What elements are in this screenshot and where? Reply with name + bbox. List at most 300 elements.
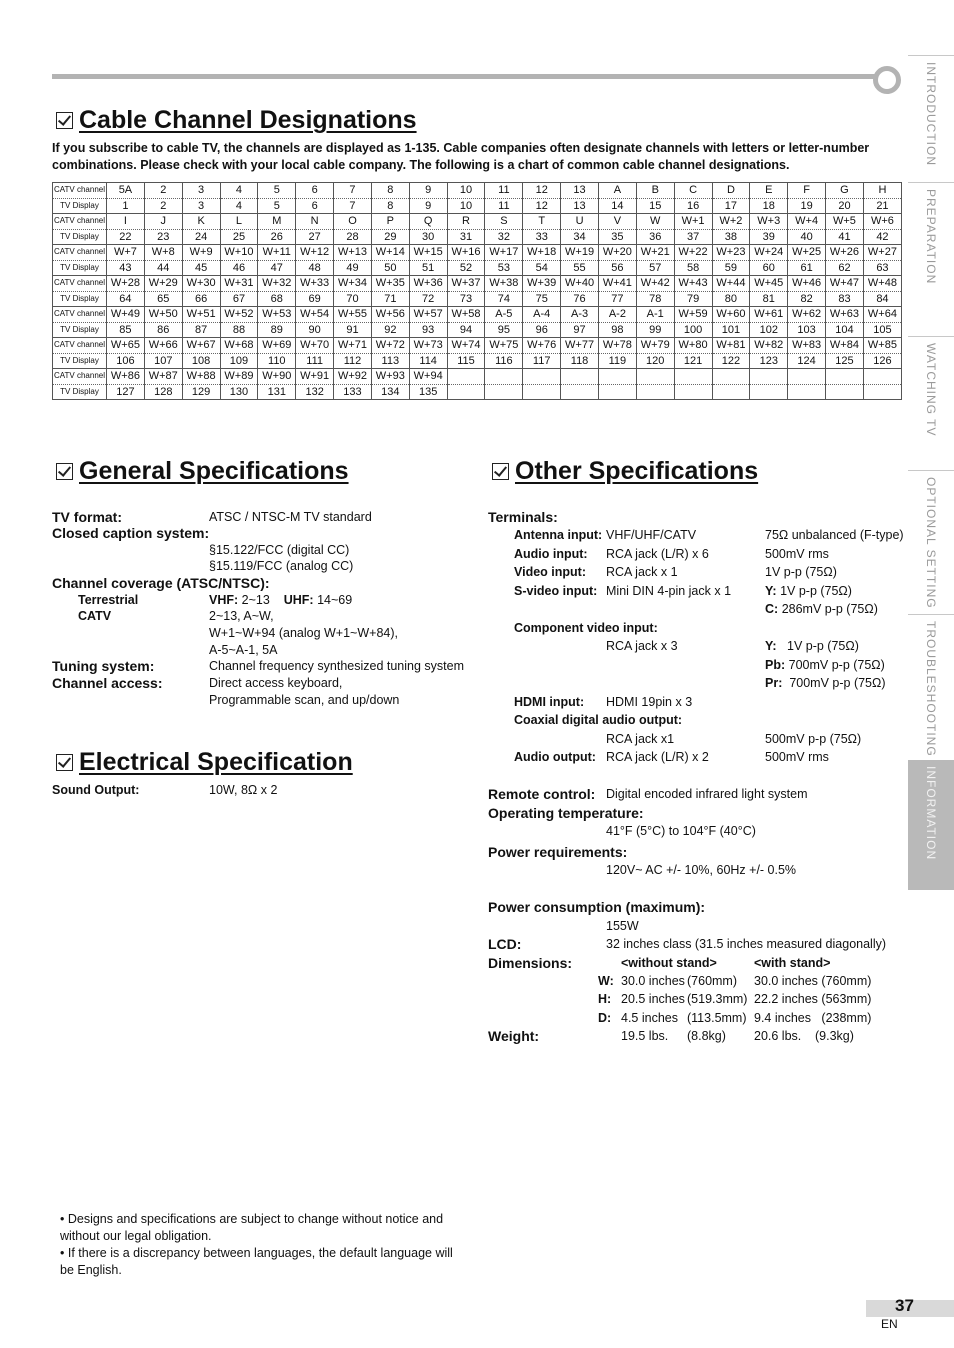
table-cell: 6 (296, 198, 334, 214)
table-cell: 12 (523, 198, 561, 214)
table-cell: W+23 (712, 245, 750, 261)
table-cell: 104 (826, 322, 864, 338)
table-cell: 17 (712, 198, 750, 214)
channel-coverage-label: Channel coverage (ATSC/NTSC): (52, 575, 270, 591)
general-title: General Specifications (79, 457, 349, 485)
table-cell: W+57 (409, 307, 447, 323)
tv-display-row (53, 291, 902, 307)
checkbox-icon (56, 754, 73, 771)
table-cell: W+72 (371, 338, 409, 354)
electrical-title: Electrical Specification (79, 748, 353, 776)
table-cell: W+12 (296, 245, 334, 261)
antenna-input-spec: 75Ω unbalanced (F-type) (765, 528, 904, 542)
table-cell: W+20 (598, 245, 636, 261)
table-cell: W+90 (258, 369, 296, 385)
catv-channel-row (53, 276, 902, 292)
table-cell: 12 (523, 183, 561, 199)
tab-watching-tv[interactable] (908, 336, 954, 467)
catv-channel-label: CATV channel (53, 369, 107, 385)
table-cell: W+38 (485, 276, 523, 292)
channel-table (52, 182, 902, 400)
table-cell: 4 (220, 183, 258, 199)
table-cell: 49 (334, 260, 372, 276)
component-y-label: Y: (765, 639, 777, 653)
table-cell: W+86 (107, 369, 145, 385)
catv-channel-row (53, 214, 902, 230)
weight-with-stand-kg: (9.3kg) (815, 1029, 854, 1043)
table-cell: W+66 (144, 338, 182, 354)
table-cell: 93 (409, 322, 447, 338)
table-cell: 7 (334, 183, 372, 199)
table-cell: W+43 (674, 276, 712, 292)
table-cell: W+7 (107, 245, 145, 261)
table-cell: W+82 (750, 338, 788, 354)
table-cell: N (296, 214, 334, 230)
tv-display-label: TV Display (53, 322, 107, 338)
table-cell: 60 (750, 260, 788, 276)
channel-access-value-2: Programmable scan, and up/down (209, 693, 400, 707)
table-cell: W+84 (826, 338, 864, 354)
catv-value-2: W+1~W+94 (analog W+1~W+84), (209, 626, 398, 640)
table-cell: W+47 (826, 276, 864, 292)
table-cell: W+40 (561, 276, 599, 292)
table-cell: 24 (182, 229, 220, 245)
table-cell: 41 (826, 229, 864, 245)
sound-output-value: 10W, 8Ω x 2 (209, 783, 278, 797)
table-cell: 72 (409, 291, 447, 307)
table-cell: 22 (107, 229, 145, 245)
table-cell: W+29 (144, 276, 182, 292)
table-cell (485, 369, 523, 385)
table-cell (863, 384, 901, 400)
hdmi-input-label: HDMI input: (514, 695, 585, 709)
height-label: H: (598, 992, 612, 1006)
tab-label: INTRODUCTION (924, 62, 938, 166)
table-cell: 91 (334, 322, 372, 338)
coaxial-output-label: Coaxial digital audio output: (514, 713, 683, 727)
component-pb-label: Pb: (765, 658, 786, 672)
table-cell: 85 (107, 322, 145, 338)
tab-optional-setting[interactable] (908, 470, 954, 611)
table-cell: 65 (144, 291, 182, 307)
table-cell: 111 (296, 353, 334, 369)
table-cell: 127 (107, 384, 145, 400)
footnote-language: • If there is a discrepancy between languages, the default language will be English. (60, 1246, 453, 1277)
table-cell: 86 (144, 322, 182, 338)
coaxial-output-spec: 500mV p-p (75Ω) (765, 732, 862, 746)
table-cell: W+41 (598, 276, 636, 292)
tab-troubleshooting[interactable] (908, 614, 954, 755)
table-cell: W+48 (863, 276, 901, 292)
vhf-label: VHF: (209, 593, 239, 607)
table-cell: O (334, 214, 372, 230)
power-requirements-value: 120V~ AC +/- 10%, 60Hz +/- 0.5% (606, 863, 797, 877)
table-cell: 131 (258, 384, 296, 400)
table-cell (561, 369, 599, 385)
table-cell: 126 (863, 353, 901, 369)
table-cell: 64 (107, 291, 145, 307)
other-heading (492, 457, 758, 486)
table-cell: W+5 (826, 214, 864, 230)
table-cell (863, 369, 901, 385)
table-cell: 122 (712, 353, 750, 369)
table-cell: 52 (447, 260, 485, 276)
table-cell: 123 (750, 353, 788, 369)
table-cell: W+9 (182, 245, 220, 261)
catv-value-3: A-5~A-1, 5A (209, 643, 278, 657)
table-cell: W+80 (674, 338, 712, 354)
channel-access-label: Channel access: (52, 675, 163, 691)
table-cell: 62 (826, 260, 864, 276)
table-cell: W+81 (712, 338, 750, 354)
page-number: 37 (895, 1296, 914, 1315)
table-cell: 67 (220, 291, 258, 307)
table-cell: W+49 (107, 307, 145, 323)
table-cell: 87 (182, 322, 220, 338)
table-cell (750, 384, 788, 400)
table-cell: W+51 (182, 307, 220, 323)
table-cell: 39 (750, 229, 788, 245)
table-cell: 116 (485, 353, 523, 369)
table-cell: 11 (485, 198, 523, 214)
table-cell: 89 (258, 322, 296, 338)
component-pb-spec (765, 658, 885, 672)
table-cell: 109 (220, 353, 258, 369)
table-cell: W+42 (636, 276, 674, 292)
table-cell: 29 (371, 229, 409, 245)
table-cell: 88 (220, 322, 258, 338)
svideo-c-spec (765, 602, 878, 616)
table-cell (485, 384, 523, 400)
component-pr-value: 700mV p-p (75Ω) (789, 676, 886, 690)
table-cell: V (598, 214, 636, 230)
table-cell: 40 (788, 229, 826, 245)
table-cell: 55 (561, 260, 599, 276)
table-cell: W+16 (447, 245, 485, 261)
table-cell (788, 384, 826, 400)
table-cell: W+93 (371, 369, 409, 385)
table-cell: W+17 (485, 245, 523, 261)
table-cell: Q (409, 214, 447, 230)
audio-output-label: Audio output: (514, 750, 596, 764)
lcd-value: 32 inches class (31.5 inches measured diagonally) (606, 937, 887, 951)
table-cell: 25 (220, 229, 258, 245)
table-cell: 44 (144, 260, 182, 276)
table-cell: 134 (371, 384, 409, 400)
table-cell: 8 (371, 198, 409, 214)
table-cell: 110 (258, 353, 296, 369)
table-cell: W+74 (447, 338, 485, 354)
table-cell: 75 (523, 291, 561, 307)
table-cell: 113 (371, 353, 409, 369)
table-cell: W+77 (561, 338, 599, 354)
table-cell: 16 (674, 198, 712, 214)
table-cell (788, 369, 826, 385)
table-cell: W+1 (674, 214, 712, 230)
table-cell: A-4 (523, 307, 561, 323)
tab-introduction[interactable] (908, 55, 954, 182)
table-cell: 95 (485, 322, 523, 338)
table-cell (674, 369, 712, 385)
table-cell: W+60 (712, 307, 750, 323)
tv-display-label: TV Display (53, 260, 107, 276)
table-cell (447, 384, 485, 400)
table-cell: A (598, 183, 636, 199)
svideo-input-value: Mini DIN 4-pin jack x 1 (606, 584, 732, 598)
table-cell: 53 (485, 260, 523, 276)
cable-intro: If you subscribe to cable TV, the channels are displayed as 1-135. Cable companies often designate channels with letters or letter-number combinations. Please check with your local cable company. The following is a chart of common cable channel designations. (52, 141, 870, 172)
without-stand-header: <without stand> (621, 956, 717, 970)
table-cell: 103 (788, 322, 826, 338)
table-cell: W+11 (258, 245, 296, 261)
general-heading (56, 457, 349, 486)
table-cell: W+14 (371, 245, 409, 261)
table-cell: 1 (107, 198, 145, 214)
table-cell: 70 (334, 291, 372, 307)
catv-channel-label: CATV channel (53, 214, 107, 230)
antenna-input-label: Antenna input: (514, 528, 603, 542)
tv-display-label: TV Display (53, 384, 107, 400)
table-cell: T (523, 214, 561, 230)
table-cell: 112 (334, 353, 372, 369)
table-cell: E (750, 183, 788, 199)
table-cell: 18 (750, 198, 788, 214)
table-cell: 69 (296, 291, 334, 307)
closed-caption-label: Closed caption system: (52, 525, 210, 541)
table-cell: 77 (598, 291, 636, 307)
table-cell: 105 (863, 322, 901, 338)
depth-mm: (113.5mm) (687, 1011, 747, 1025)
table-cell: 63 (863, 260, 901, 276)
power-requirements-label: Power requirements: (488, 844, 628, 860)
table-cell: W+39 (523, 276, 561, 292)
terrestrial-label: Terrestrial (78, 593, 139, 607)
table-cell: W+87 (144, 369, 182, 385)
table-cell: 51 (409, 260, 447, 276)
table-cell: W+76 (523, 338, 561, 354)
hdmi-input-value: HDMI 19pin x 3 (606, 695, 693, 709)
table-cell: 43 (107, 260, 145, 276)
table-cell: W+15 (409, 245, 447, 261)
tuning-system-label: Tuning system: (52, 658, 155, 674)
table-cell: W+64 (863, 307, 901, 323)
table-cell: L (220, 214, 258, 230)
table-cell: W+67 (182, 338, 220, 354)
table-cell: 37 (674, 229, 712, 245)
coaxial-output-value: RCA jack x1 (606, 732, 675, 746)
electrical-heading (56, 748, 353, 777)
table-cell: W+58 (447, 307, 485, 323)
table-cell: P (371, 214, 409, 230)
width-mm: (760mm) (687, 974, 738, 988)
table-cell: W+18 (523, 245, 561, 261)
table-cell: U (561, 214, 599, 230)
table-cell: I (107, 214, 145, 230)
svideo-y-spec (765, 584, 852, 598)
table-cell: 50 (371, 260, 409, 276)
lcd-label: LCD: (488, 936, 522, 952)
table-cell: 35 (598, 229, 636, 245)
catv-channel-label: CATV channel (53, 183, 107, 199)
component-pr-spec (765, 676, 886, 690)
table-cell: 5 (258, 183, 296, 199)
catv-channel-row (53, 183, 902, 199)
table-cell: W+55 (334, 307, 372, 323)
table-cell: W+79 (636, 338, 674, 354)
table-cell: 71 (371, 291, 409, 307)
table-cell: 45 (182, 260, 220, 276)
table-cell: W+31 (220, 276, 258, 292)
table-cell: W+33 (296, 276, 334, 292)
table-cell (826, 384, 864, 400)
table-cell: 5A (107, 183, 145, 199)
table-cell: 81 (750, 291, 788, 307)
table-cell: 32 (485, 229, 523, 245)
table-cell: 19 (788, 198, 826, 214)
width-inches: 30.0 inches (621, 974, 685, 988)
tab-information[interactable] (908, 760, 954, 890)
table-cell: 9 (409, 198, 447, 214)
table-cell: D (712, 183, 750, 199)
remote-control-label: Remote control: (488, 786, 596, 802)
height-inches: 20.5 inches (621, 992, 685, 1006)
table-cell: W+59 (674, 307, 712, 323)
tab-label: OPTIONAL SETTING (924, 477, 938, 609)
table-cell: W+30 (182, 276, 220, 292)
table-cell: 120 (636, 353, 674, 369)
table-cell: 56 (598, 260, 636, 276)
table-cell: W+62 (788, 307, 826, 323)
table-cell: 83 (826, 291, 864, 307)
table-cell: 79 (674, 291, 712, 307)
table-cell: F (788, 183, 826, 199)
table-cell: 10 (447, 183, 485, 199)
table-cell: 129 (182, 384, 220, 400)
table-cell (636, 384, 674, 400)
weight-lbs: 19.5 lbs. (621, 1029, 669, 1043)
component-input-value: RCA jack x 3 (606, 639, 678, 653)
table-cell: 92 (371, 322, 409, 338)
table-cell: 3 (182, 183, 220, 199)
table-cell: 6 (296, 183, 334, 199)
table-cell: A-2 (598, 307, 636, 323)
table-cell: W+27 (863, 245, 901, 261)
tv-display-row (53, 229, 902, 245)
table-cell: 96 (523, 322, 561, 338)
top-rule (52, 74, 882, 79)
closed-caption-analog: §15.119/FCC (analog CC) (209, 559, 354, 573)
cable-heading (56, 106, 417, 135)
table-cell: 121 (674, 353, 712, 369)
table-cell: 48 (296, 260, 334, 276)
operating-temp-label: Operating temperature: (488, 805, 644, 821)
table-cell: H (863, 183, 901, 199)
table-cell: W+19 (561, 245, 599, 261)
table-cell: 108 (182, 353, 220, 369)
table-cell: W+6 (863, 214, 901, 230)
table-cell: W+73 (409, 338, 447, 354)
table-cell: 28 (334, 229, 372, 245)
table-cell: W+94 (409, 369, 447, 385)
tuning-system-value: Channel frequency synthesized tuning system (209, 659, 465, 673)
table-cell: 128 (144, 384, 182, 400)
table-cell: 61 (788, 260, 826, 276)
table-cell: 34 (561, 229, 599, 245)
table-cell (561, 384, 599, 400)
table-cell: 68 (258, 291, 296, 307)
tv-display-label: TV Display (53, 229, 107, 245)
table-cell: 13 (561, 183, 599, 199)
table-cell: 57 (636, 260, 674, 276)
catv-channel-row (53, 307, 902, 323)
table-cell: 73 (447, 291, 485, 307)
tv-display-row (53, 353, 902, 369)
table-cell: W+46 (788, 276, 826, 292)
catv-channel-label: CATV channel (53, 307, 107, 323)
table-cell: 2 (144, 198, 182, 214)
table-cell: W+28 (107, 276, 145, 292)
uhf-value: 14~69 (317, 593, 353, 607)
table-cell: G (826, 183, 864, 199)
depth-with-stand: 9.4 inches (238mm) (754, 1011, 872, 1025)
table-cell: W+85 (863, 338, 901, 354)
tab-label: TROUBLESHOOTING (924, 621, 938, 757)
width-with-stand: 30.0 inches (760mm) (754, 974, 872, 988)
table-cell: W+26 (826, 245, 864, 261)
table-cell: 9 (409, 183, 447, 199)
table-cell (750, 369, 788, 385)
table-cell (447, 369, 485, 385)
table-cell: 94 (447, 322, 485, 338)
tab-label: WATCHING TV (924, 343, 938, 437)
table-cell: 3 (182, 198, 220, 214)
audio-input-value: RCA jack (L/R) x 6 (606, 547, 709, 561)
table-cell: W+22 (674, 245, 712, 261)
tv-display-label: TV Display (53, 198, 107, 214)
table-cell: 84 (863, 291, 901, 307)
table-cell: 118 (561, 353, 599, 369)
table-cell: W+25 (788, 245, 826, 261)
table-cell: 36 (636, 229, 674, 245)
checkbox-icon (56, 463, 73, 480)
table-cell: 82 (788, 291, 826, 307)
table-cell: 66 (182, 291, 220, 307)
tab-preparation[interactable] (908, 182, 954, 333)
component-pb-value: 700mV p-p (75Ω) (788, 658, 885, 672)
table-cell: W+92 (334, 369, 372, 385)
tab-label: INFORMATION (924, 766, 938, 861)
width-label: W: (598, 974, 614, 988)
weight-with-stand-lbs: 20.6 lbs. (754, 1029, 802, 1043)
table-cell: J (144, 214, 182, 230)
table-cell: W+65 (107, 338, 145, 354)
table-cell: 21 (863, 198, 901, 214)
table-cell: A-5 (485, 307, 523, 323)
catv-label: CATV (78, 609, 112, 623)
table-cell (712, 369, 750, 385)
table-cell: 125 (826, 353, 864, 369)
table-cell: 10 (447, 198, 485, 214)
tv-display-label: TV Display (53, 353, 107, 369)
checkbox-icon (492, 463, 509, 480)
tv-display-row (53, 198, 902, 214)
table-cell: W+91 (296, 369, 334, 385)
table-cell: W+36 (409, 276, 447, 292)
audio-output-value: RCA jack (L/R) x 2 (606, 750, 709, 764)
tv-display-label: TV Display (53, 291, 107, 307)
height-mm: (519.3mm) (687, 992, 748, 1006)
table-cell: W+75 (485, 338, 523, 354)
